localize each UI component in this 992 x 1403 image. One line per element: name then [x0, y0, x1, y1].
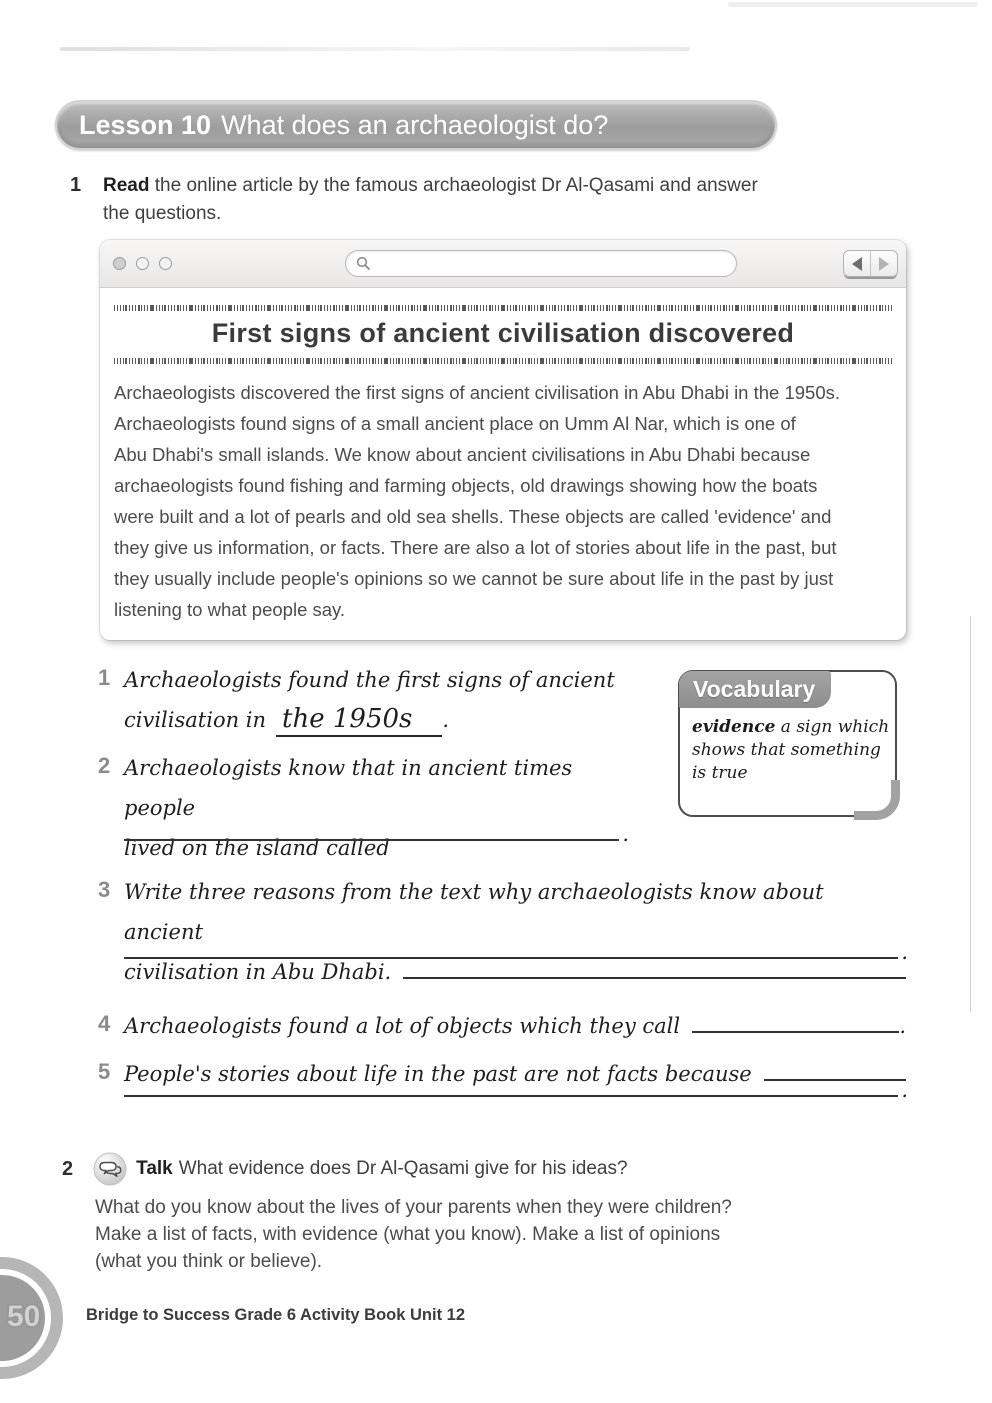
browser-search-bar[interactable] — [345, 250, 737, 277]
vocab-def-line3: is true — [692, 763, 748, 783]
lesson-title: What does an archaeologist do? — [221, 109, 609, 140]
footer-book-title: Bridge to Success Grade 6 Activity Book Unit 12 — [86, 1306, 466, 1324]
vocabulary-box — [678, 670, 897, 817]
article-divider-bottom — [114, 358, 892, 364]
window-close-button[interactable] — [113, 257, 126, 270]
rule-period: . — [901, 1078, 908, 1102]
scan-artifact — [728, 2, 978, 7]
exercise2-header — [62, 1152, 628, 1186]
talk-speech-bubbles-icon — [93, 1152, 127, 1186]
browser-window — [100, 240, 906, 640]
exercise2-para-line3: (what you think or believe). — [95, 1251, 323, 1272]
vocab-corner-decoration — [854, 780, 900, 820]
question-2-number: 2 — [98, 753, 111, 778]
question-5-number: 5 — [98, 1059, 111, 1084]
back-button[interactable] — [844, 251, 871, 276]
online-article — [100, 288, 906, 625]
article-line: they give us information, or facts. There are also a lot of stories about life in the past, but — [114, 537, 837, 558]
window-minimize-button[interactable] — [136, 257, 149, 270]
article-body — [114, 377, 892, 625]
exercise2-para-line1: What do you know about the lives of your parents when they were children? — [95, 1197, 732, 1218]
exercise1-instruction-line1: the online article by the famous archaeologist Dr Al-Qasami and answer — [149, 175, 758, 196]
article-line: were built and a lot of pearls and old sea shells. These objects are called 'evidence' and — [114, 506, 832, 527]
browser-nav-buttons — [843, 250, 898, 277]
question-5-answer-line — [124, 1078, 908, 1104]
question-3-line1: Write three reasons from the text why archaeologists know about ancient — [124, 880, 824, 944]
exercise1-instruction — [103, 172, 893, 228]
article-line: they usually include people's opinions so we cannot be sure about life in the past by just — [114, 568, 834, 589]
question-1-line1: Archaeologists found the first signs of ancient — [124, 668, 615, 692]
question-4-number: 4 — [98, 1011, 111, 1036]
page-number: 50 — [7, 1300, 41, 1333]
question-3-line2: civilisation in Abu Dhabi. — [124, 960, 392, 984]
lesson-number-label: Lesson 10 — [79, 109, 212, 140]
vocab-def-line1: a sign which — [775, 717, 890, 737]
window-control-buttons — [113, 257, 172, 270]
exercise1-number: 1 — [70, 174, 82, 196]
question-4-text: Archaeologists found a lot of objects which they call — [124, 1014, 681, 1038]
lesson-banner — [55, 100, 777, 150]
rule-period: . — [899, 1014, 906, 1038]
article-line: archaeologists found fishing and farming objects, old drawings showing how the boats — [114, 475, 818, 496]
question-1-answer-line — [276, 704, 442, 737]
article-line: Archaeologists found signs of a small ancient place on Umm Al Nar, which is one of — [114, 413, 796, 434]
vocabulary-definition — [692, 716, 890, 785]
question-1-line2: civilisation in — [124, 708, 267, 732]
search-icon — [356, 256, 371, 271]
question-3-answer-line — [124, 940, 908, 966]
question-1-period: . — [442, 708, 450, 732]
exercise1-verb: Read — [103, 175, 150, 196]
question-2-answer-line — [124, 822, 629, 848]
article-line: Abu Dhabi's small islands. We know about ancient civilisations in Abu Dhabi because — [114, 444, 811, 465]
exercise2-paragraph — [95, 1194, 855, 1275]
window-zoom-button[interactable] — [159, 257, 172, 270]
question-4 — [98, 1006, 906, 1046]
question-1 — [98, 660, 644, 740]
article-divider-top — [114, 305, 892, 311]
article-line: Archaeologists discovered the first signs of ancient civilisation in Abu Dhabi in the 1950s. — [114, 382, 841, 403]
question-1-number: 1 — [98, 665, 111, 690]
exercise2-number: 2 — [62, 1157, 74, 1180]
vocab-term: evidence — [692, 717, 776, 737]
blank-rule — [124, 839, 619, 841]
question-2-line1: Archaeologists know that in ancient times people — [124, 756, 573, 820]
search-input[interactable] — [377, 254, 726, 273]
exercise1-instruction-line2: the questions. — [103, 203, 222, 224]
blank-rule — [403, 977, 906, 979]
blank-rule — [124, 1095, 898, 1097]
handwritten-answer: the 1950s — [282, 704, 413, 734]
exercise2-verb: Talk — [136, 1158, 173, 1179]
question-3 — [98, 872, 906, 992]
forward-arrow-icon — [879, 257, 889, 271]
question-2 — [98, 748, 644, 868]
rule-period: . — [622, 822, 629, 846]
question-5-text: People's stories about life in the past are not facts because — [124, 1062, 752, 1086]
browser-toolbar — [100, 240, 906, 288]
exercise2-para-line2: Make a list of facts, with evidence (what you know). Make a list of opinions — [95, 1224, 721, 1245]
back-arrow-icon — [852, 257, 862, 271]
blank-rule — [692, 1031, 899, 1033]
question-3-number: 3 — [98, 877, 111, 902]
article-title: First signs of ancient civilisation discovered — [211, 318, 795, 348]
exercise2-question: What evidence does Dr Al-Qasami give for his ideas? — [178, 1158, 628, 1179]
scan-artifact — [60, 47, 690, 51]
vocabulary-title: Vocabulary — [679, 671, 831, 708]
vocab-def-line2: shows that something — [692, 740, 881, 760]
forward-button[interactable] — [871, 251, 897, 276]
blank-rule — [124, 957, 898, 959]
rule-period: . — [901, 940, 908, 964]
question-2-line2: lived on the island called — [124, 836, 390, 860]
article-line: listening to what people say. — [114, 599, 346, 620]
page-edge-line — [970, 616, 971, 1012]
